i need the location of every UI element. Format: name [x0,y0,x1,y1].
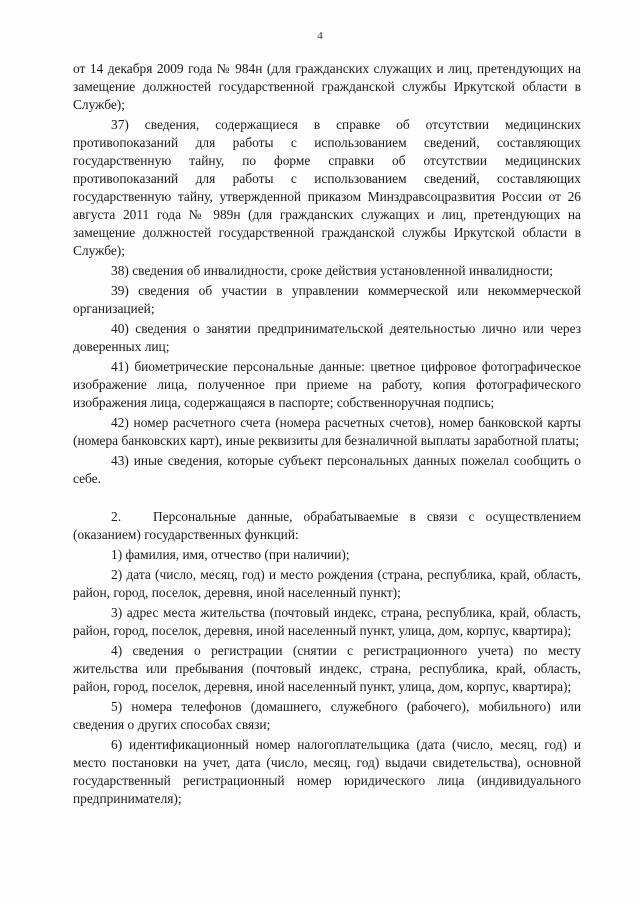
section-2-item-6: 6) идентификационный номер налогоплательщика (дата (число, месяц, год) и место постановки на учет, дата (число, месяц, год) выдачи свидетельства), основной государственный регистрационный номер юридического лица (индивидуального предпринимателя); [73,737,581,806]
paragraph-item-40: 40) сведения о занятии предпринимательской деятельностью лично или через доверенных лиц; [73,321,581,354]
section-2-item-3: 3) адрес места жительства (почтовый индекс, страна, республика, край, область, район, город, поселок, деревня, иной населенный пункт, улица, дом, корпус, квартира); [73,605,581,638]
section-2-item-1: 1) фамилия, имя, отчество (при наличии); [111,547,350,562]
section-spacer [73,490,581,508]
paragraph-item-37: 37) сведения, содержащиеся в справке об отсутствии медицинских противопоказаний для работы с использованием сведений, составляющих государственную тайну, по форме справки об отсутствии медицинских противопоказаний для работы с использованием сведений, составляющих государственную тайну, утвержденной приказом Минздравсоцразвития России от 26 августа 2011 года № 989н (для гражданских служащих и лиц, претендующих на замещение должностей государственной гражданской службы Иркутской области в Службе); [73,117,581,258]
paragraph-item-39: 39) сведения об участии в управлении коммерческой или некоммерческой организацией; [73,283,581,316]
section-2-item-5: 5) номера телефонов (домашнего, служебного (рабочего), мобильного) или сведения о других способах связи; [73,699,581,732]
section-2-number: 2. [111,509,122,524]
paragraph-item-38: 38) сведения об инвалидности, сроке действия установленной инвалидности; [111,263,554,278]
paragraph-item-43: 43) иные сведения, которые субъект персональных данных пожелал сообщить о себе. [73,453,581,486]
page-number: 4 [317,30,323,42]
section-2-item-4: 4) сведения о регистрации (снятии с регистрационного учета) по месту жительства или пребывания (почтовый индекс, страна, республика, край, область, район, город, поселок, деревня, иной населенный пункт, улица, дом, корпус, квартира); [73,643,581,694]
paragraph-item-42: 42) номер расчетного счета (номера расчетных счетов), номер банковской карты (номера банковских карт), иные реквизиты для безналичной выплаты заработной платы; [73,415,581,448]
section-2-item-2: 2) дата (число, месяц, год) и место рождения (страна, республика, край, область, район, город, поселок, деревня, иной населенный пункт); [73,567,581,600]
paragraph-continuation: от 14 декабря 2009 года № 984н (для гражданских служащих и лиц, претендующих на замещение должностей государственной гражданской службы Иркутской области в Службе); [73,61,581,112]
section-2-heading [73,508,581,544]
section-2-heading-text: Персональные данные, обрабатываемые в связи с осуществлением (оказанием) государственных функций: [73,509,581,542]
document-body [73,60,581,810]
paragraph-item-41: 41) биометрические персональные данные: цветное цифровое фотографическое изображение лица, полученное при приеме на работу, копия фотографического изображения лица, содержащаяся в паспорте; собственноручная подпись; [73,359,581,410]
